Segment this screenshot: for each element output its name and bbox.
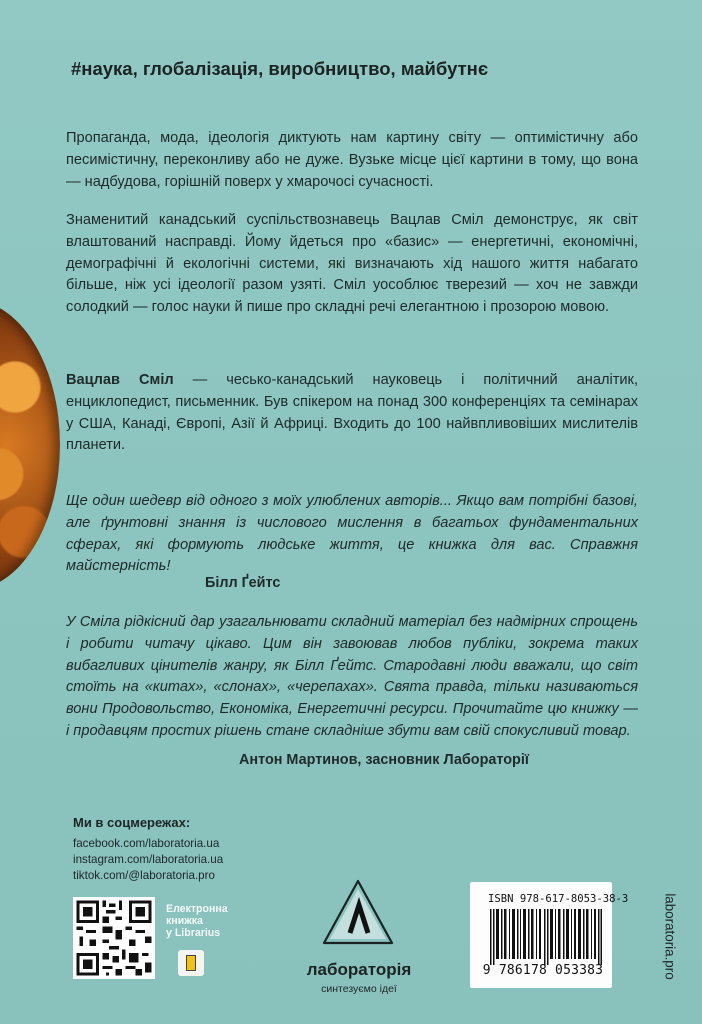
publisher-logo-icon (318, 875, 398, 955)
librarius-icon[interactable] (178, 950, 204, 976)
publisher-site[interactable]: laboratoria.pro (662, 893, 678, 980)
social-title: Ми в соцмережах: (73, 815, 191, 830)
ebook-label-line2: книжка (166, 915, 203, 927)
quote-gates-author: Білл Ґейтс (205, 575, 281, 591)
intro-paragraph: Пропаганда, мода, ідеологія диктують нам картину світу — оптимістичну або песимістичну, переконливу або не дуже. Вузьке місце цієї картини в тому, що вона — надбудова, горішній поверх у хмарочосі сучасності. (66, 130, 638, 190)
ebook-label-line3: у Librarius (166, 927, 221, 939)
hashtags: #наука, глобалізація, виробництво, майбутнє (71, 58, 489, 79)
author-bio (66, 370, 638, 457)
qr-code-icon[interactable] (73, 897, 155, 979)
barcode-icon (490, 909, 602, 965)
ebook-label (166, 903, 228, 939)
publisher-tagline: синтезуємо ідеї (321, 983, 397, 995)
quote-martynov: У Сміла рідкісний дар узагальнювати складний матеріал без надмірних спрощень і робити читачу цікаво. Цим він завоював любов публіки, зокрема таких вибагливих цінителів жанру, як Білл Ґейтс. Стародавні люди вважали, що світ стоїть на «китах», «слонах», «черепахах». Свята правда, тільки називаються вони Продовольство, Економіка, Енергетичні ресурси. Прочитайте цю книжку — і продавцям простих рішень стане складніше збути вам свій спокусливий товар. (66, 614, 638, 739)
quote-gates: Ще один шедевр від одного з моїх улюблених авторів... Якщо вам потрібні базові, але ґрунтовні знання із числового мислення в багатьох фундаментальних сферах, які формують людське життя, це книжка для вас. Справжня майстерність! (66, 493, 638, 575)
ebook-label-line1: Електронна (166, 903, 228, 915)
barcode-digits: 9 786178 053383 (482, 963, 604, 978)
description-paragraph: Знаменитий канадський суспільствознавець Вацлав Сміл демонструє, як світ влаштований насправді. Йому йдеться про «базис» — енергетичні, економічні, демографічні й екологічні системи, які визначають хід нашого життя набагато більше, ніж усі ідеології разом узяті. Сміл уособлює тверезий — хоч не завжди солодкий — голос науки й пише про складні речі елегантною і прозорою мовою. (66, 212, 638, 316)
social-link-tiktok[interactable]: tiktok.com/@laboratoria.pro (73, 869, 215, 882)
author-name: Вацлав Сміл (66, 372, 174, 388)
quote-martynov-author: Антон Мартинов, засновник Лабораторії (239, 752, 529, 768)
social-link-instagram[interactable]: instagram.com/laboratoria.ua (73, 853, 224, 866)
publisher-name: лабораторія (306, 960, 412, 979)
isbn-text: ISBN 978-617-8053-38-3 (488, 893, 629, 905)
author-bio-text: — чесько-канадський науковець і політичний аналітик, енциклопедист, письменник. Був спікером на понад 300 конференціях та семінарах у США, Канаді, Європі, Азії й Африці. Входить до 100 найвпливовіших мислителів планети. (66, 372, 638, 454)
social-link-facebook[interactable]: facebook.com/laboratoria.ua (73, 837, 220, 850)
